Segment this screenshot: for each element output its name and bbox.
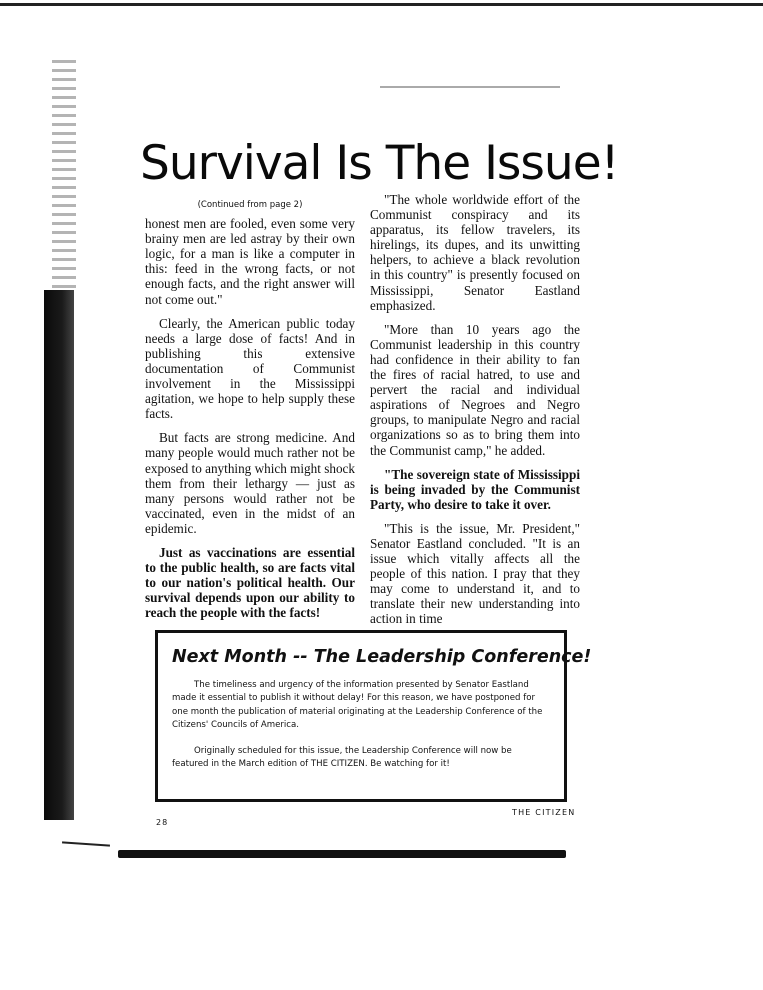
page-number: 28 xyxy=(156,818,169,827)
paragraph: honest men are fooled, even some very brainy men are led astray by their own logic, for a man is like a computer in this: feed in the wrong facts, or not enough facts, and the right answer will not come out." xyxy=(145,216,355,307)
top-rule xyxy=(0,3,763,6)
paragraph: "The whole worldwide effort of the Communist conspiracy and its apparatus, its fellow travelers, its hirelings, its dupes, and its unwitting helpers, to achieve a black revolution in this country" is presently focused on Mississippi, Senator Eastland emphasized. xyxy=(370,192,580,313)
box-paragraph: The timeliness and urgency of the information presented by Senator Eastland made it essential to publish it without delay! For this reason, we have postponed for one month the publication of material originating at the Leadership Conference of the Citizens' Councils of America. xyxy=(172,680,543,731)
next-month-box xyxy=(155,630,592,802)
box-heading: Next Month -- The Leadership Conference! xyxy=(172,647,592,667)
article-column-left xyxy=(145,198,355,629)
paragraph: Clearly, the American public today needs a large dose of facts! And in publishing this extensive documentation of Communist involvement in the Mississippi agitation, we hope to help supply these facts. xyxy=(145,315,355,422)
article-column-right xyxy=(370,192,580,636)
paragraph: But facts are strong medicine. And many people would much rather not be exposed to anything which might shock them from their lethargy — just as many persons would rather not be vaccinated, even in the midst of an epidemic. xyxy=(145,430,355,536)
article-title: Survival Is The Issue! xyxy=(140,136,619,191)
scan-edge-artifact xyxy=(52,60,76,290)
continued-note: (Continued from page 2) xyxy=(197,200,303,210)
box-paragraph: Originally scheduled for this issue, the Leadership Conference will now be featured in the March edition of THE CITIZEN. Be watching for it! xyxy=(172,745,512,770)
paragraph-bold: "The sovereign state of Mississippi is being invaded by the Communist Party, who desire to take it over. xyxy=(370,466,580,512)
scan-mark xyxy=(380,86,560,88)
scan-hook-artifact xyxy=(62,841,110,846)
magazine-name: THE CITIZEN xyxy=(512,808,576,817)
paragraph: "This is the issue, Mr. President," Senator Eastland concluded. "It is an issue which vitally affects all the people of this nation. I pray that they may come to understand it, and to translate their new understanding into action in time xyxy=(370,520,580,627)
bottom-rule xyxy=(118,850,566,858)
scan-binding-shadow xyxy=(44,290,74,820)
paragraph: "More than 10 years ago the Communist leadership in this country had confidence in their ability to fan the fires of racial hatred, to use and pervert the racial and individual aspirations of Negroes and Negro groups, to manipulate Negro and racial organizations so as to bring them into the Communist camp," he added. xyxy=(370,321,580,458)
paragraph-bold: Just as vaccinations are essential to the public health, so are facts vital to our nation's political health. Our survival depends upon our ability to reach the people with the facts! xyxy=(145,544,355,621)
